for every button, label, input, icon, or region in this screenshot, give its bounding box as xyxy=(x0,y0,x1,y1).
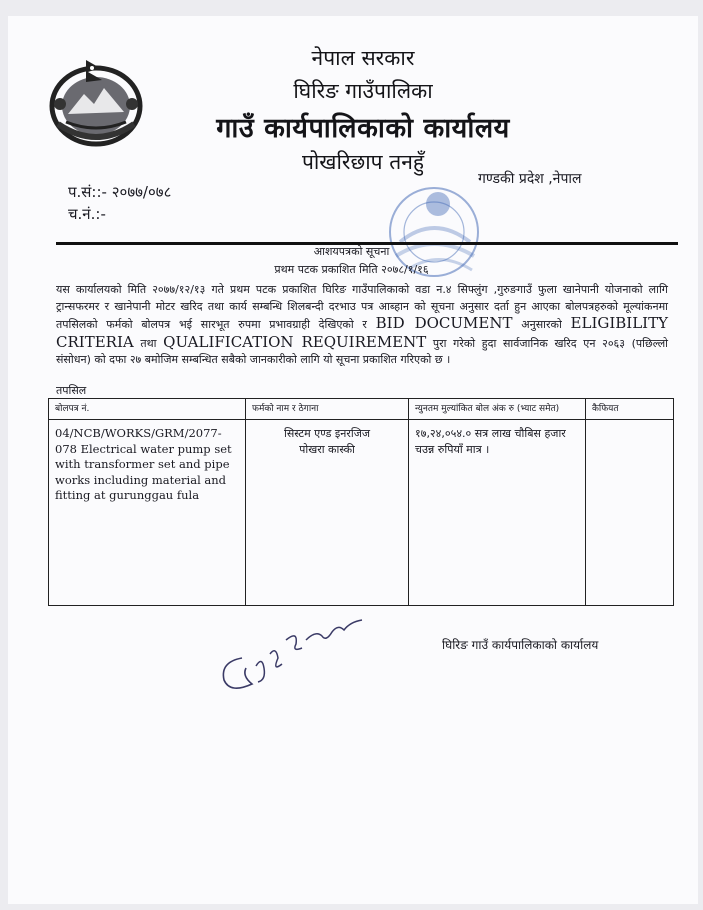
notice-text-part3: तथा xyxy=(140,336,157,350)
header-government: नेपाल सरकार xyxy=(311,46,415,70)
notice-text-part2: अनुसारको xyxy=(521,318,562,331)
table-header-row xyxy=(49,399,674,420)
schedule-label: तपसिल xyxy=(56,384,87,397)
qualification-requirement-label: QUALIFICATION REQUIREMENT xyxy=(163,332,427,351)
letter-number: प.सं::- २०७७/०७८ xyxy=(68,183,172,201)
cell-firm xyxy=(246,420,409,606)
header-remarks: कैफियत xyxy=(586,399,674,420)
header-location: पोखरिछाप तनहुँ xyxy=(301,150,425,174)
table-row xyxy=(49,420,674,606)
notice-body xyxy=(56,282,668,369)
cell-amount: १७,२४,०५४.० सत्र लाख चौबिस हजार चउन्न रुपियाँ मात्र । xyxy=(409,420,586,606)
notice-publish-date: प्रथम पटक प्रकाशित मिति २०७८/१/१६ xyxy=(274,263,429,276)
signature-icon xyxy=(212,610,382,696)
header-lowest-bid: न्युनतम मुल्यांकित बोल अंक रु (भ्याट समेत) xyxy=(409,399,586,420)
notice-title: आशयपत्रको सूचना xyxy=(313,245,390,258)
nepal-government-emblem-icon xyxy=(46,54,146,148)
footer-office-name: घिरिङ गाउँ कार्यपालिकाको कार्यालय xyxy=(442,638,599,652)
header-province: गण्डकी प्रदेश ,नेपाल xyxy=(478,171,582,187)
cell-bid-number: 04/NCB/WORKS/GRM/2077-078 Electrical water pump set with transformer set and pipe works including material and fitting at gurunggau fula xyxy=(49,420,246,606)
cell-remarks xyxy=(586,420,674,606)
firm-address: पोखरा कास्की xyxy=(299,443,355,456)
bid-document-label: BID DOCUMENT xyxy=(375,314,513,332)
notice-text-part4: पुरा गरेको हुदा सार्वजानिक खरिद एन २०६३ (पछिल्लो संसोधन) को दफा २७ बमोजिम सम्बन्धित सबैको जानकारीको लागि यो सूचना प्रकाशित गरिएको छ । xyxy=(56,336,669,366)
header-bid-number: बोलपत्र नं. xyxy=(49,399,246,420)
bid-evaluation-table xyxy=(48,398,674,606)
header-firm-name: फर्मको नाम र ठेगाना xyxy=(246,399,409,420)
eligibility-criteria-label: ELIGIBILITY CRITERIA xyxy=(56,314,669,351)
dispatch-number: च.नं.:- xyxy=(68,205,106,223)
firm-name: सिस्टम एण्ड इनरजिज xyxy=(283,427,371,440)
notice-text-part1: यस कार्यालयको मिति २०७७/१२/१३ गते प्रथम पटक प्रकाशित घिरिङ गाउँपालिकाको वडा न.४ सिफ्लुंग ,गुरुङगाउँ फुला खानेपानी योजनाको लागि ट्रान्सफरमर र खानेपानी मोटर खरिद तथा कार्य सम्बन्धि शिलबन्दी दरभाउ पत्र आब्हान को सूचना अनुसार दर्ता हुन आएका बोलपत्रहरुको मूल्यांकनमा तपसिलको फर्मको बोलपत्र भई सारभूत रुपमा प्रभावग्राही देखिएको र xyxy=(56,283,668,331)
header-office: गाउँ कार्यपालिकाको कार्यालय xyxy=(216,113,510,144)
header-municipality: घिरिङ गाउँपालिका xyxy=(293,79,433,103)
